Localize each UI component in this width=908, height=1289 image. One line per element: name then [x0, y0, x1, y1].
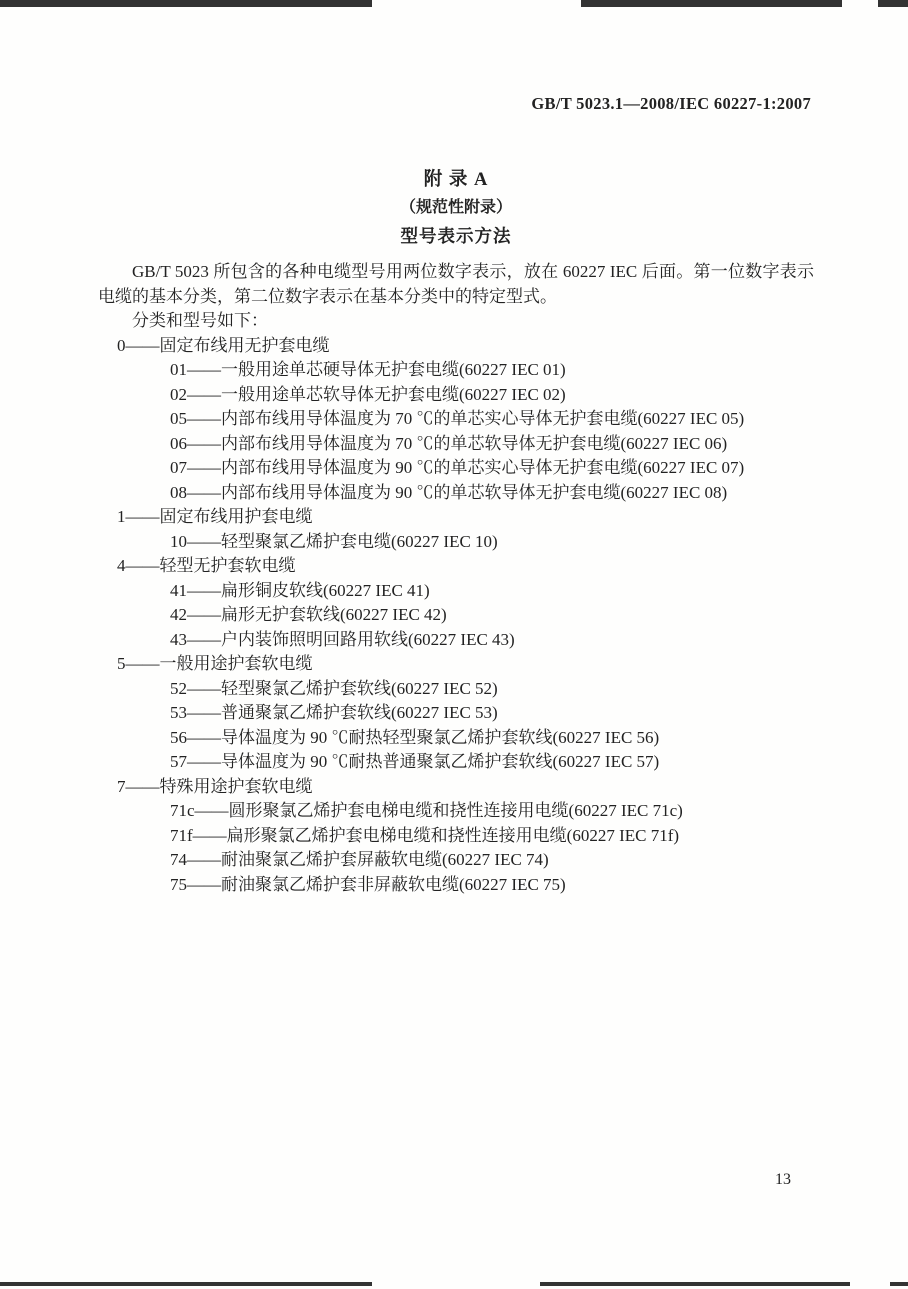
- scan-artifact-bar-bottom-left: [0, 1282, 372, 1286]
- appendix-section-title: 型号表示方法: [400, 226, 512, 246]
- page-content: [98, 166, 814, 897]
- cable-type-list-item: 07——内部布线用导体温度为 90 ℃的单芯实心导体无护套电缆(60227 IEC 07): [170, 458, 745, 477]
- cable-type-list: [98, 334, 814, 898]
- cable-type-list-item: 43——户内装饰照明回路用软线(60227 IEC 43): [170, 629, 515, 649]
- cable-type-list-item: 42——扁形无护套软线(60227 IEC 42): [170, 605, 447, 624]
- cable-type-list-item: 01——一般用途单芯硬导体无护套电缆(60227 IEC 01): [170, 360, 566, 379]
- cable-type-list-item: 71c——圆形聚氯乙烯护套电梯电缆和挠性连接用电缆(60227 IEC 71c): [170, 801, 683, 820]
- cable-type-list-item: 02——一般用途单芯软导体无护套电缆(60227 IEC 02): [170, 384, 566, 404]
- cable-type-list-item: 71f——扁形聚氯乙烯护套电梯电缆和挠性连接用电缆(60227 IEC 71f): [170, 825, 680, 845]
- scan-artifact-bar-bottom-right: [890, 1282, 908, 1286]
- cable-type-list-item: 53——普通聚氯乙烯护套软线(60227 IEC 53): [170, 703, 498, 722]
- cable-type-list-item: 06——内部布线用导体温度为 70 ℃的单芯软导体无护套电缆(60227 IEC 06): [170, 433, 728, 453]
- standard-number-header: GB/T 5023.1—2008/IEC 60227-1:2007: [531, 94, 811, 113]
- cable-type-list-item: 5——一般用途护套软电缆: [117, 654, 313, 673]
- cable-type-list-item: 05——内部布线用导体温度为 70 ℃的单芯实心导体无护套电缆(60227 IEC 05): [170, 409, 745, 428]
- scan-artifact-bar-top-left: [0, 0, 372, 7]
- scan-artifact-bar-top-right: [878, 0, 908, 7]
- cable-type-list-item: 1——固定布线用护套电缆: [117, 507, 313, 526]
- appendix-title-block: [98, 166, 814, 250]
- list-lead: 分类和型号如下：: [132, 311, 268, 330]
- cable-type-list-item: 74——耐油聚氯乙烯护套屏蔽软电缆(60227 IEC 74): [170, 850, 549, 869]
- cable-type-list-item: 57——导体温度为 90 ℃耐热普通聚氯乙烯护套软线(60227 IEC 57): [170, 752, 660, 771]
- cable-type-list-item: 7——特殊用途护套软电缆: [117, 776, 313, 796]
- cable-type-list-item: 52——轻型聚氯乙烯护套软线(60227 IEC 52): [170, 678, 498, 698]
- appendix-subtitle: （规范性附录）: [399, 199, 512, 216]
- cable-type-list-item: 4——轻型无护套软电缆: [117, 556, 296, 575]
- cable-type-list-item: 10——轻型聚氯乙烯护套电缆(60227 IEC 10): [170, 531, 498, 551]
- scan-artifact-bar-bottom-middle: [540, 1282, 850, 1286]
- cable-type-list-item: 08——内部布线用导体温度为 90 ℃的单芯软导体无护套电缆(60227 IEC 08): [170, 482, 728, 502]
- scan-artifact-bar-top-middle: [581, 0, 842, 7]
- cable-type-list-item: 56——导体温度为 90 ℃耐热轻型聚氯乙烯护套软线(60227 IEC 56): [170, 727, 660, 747]
- cable-type-list-item: 41——扁形铜皮软线(60227 IEC 41): [170, 580, 430, 600]
- intro-paragraph: GB/T 5023 所包含的各种电缆型号用两位数字表示，放在 60227 IEC 后面。第一位数字表示电缆的基本分类，第二位数字表示在基本分类中的特定型式。: [98, 262, 814, 306]
- page-number: 13: [775, 1171, 791, 1188]
- cable-type-list-item: 0——固定布线用无护套电缆: [117, 335, 330, 355]
- cable-type-list-item: 75——耐油聚氯乙烯护套非屏蔽软电缆(60227 IEC 75): [170, 874, 566, 894]
- appendix-title: 附 录 A: [423, 170, 489, 190]
